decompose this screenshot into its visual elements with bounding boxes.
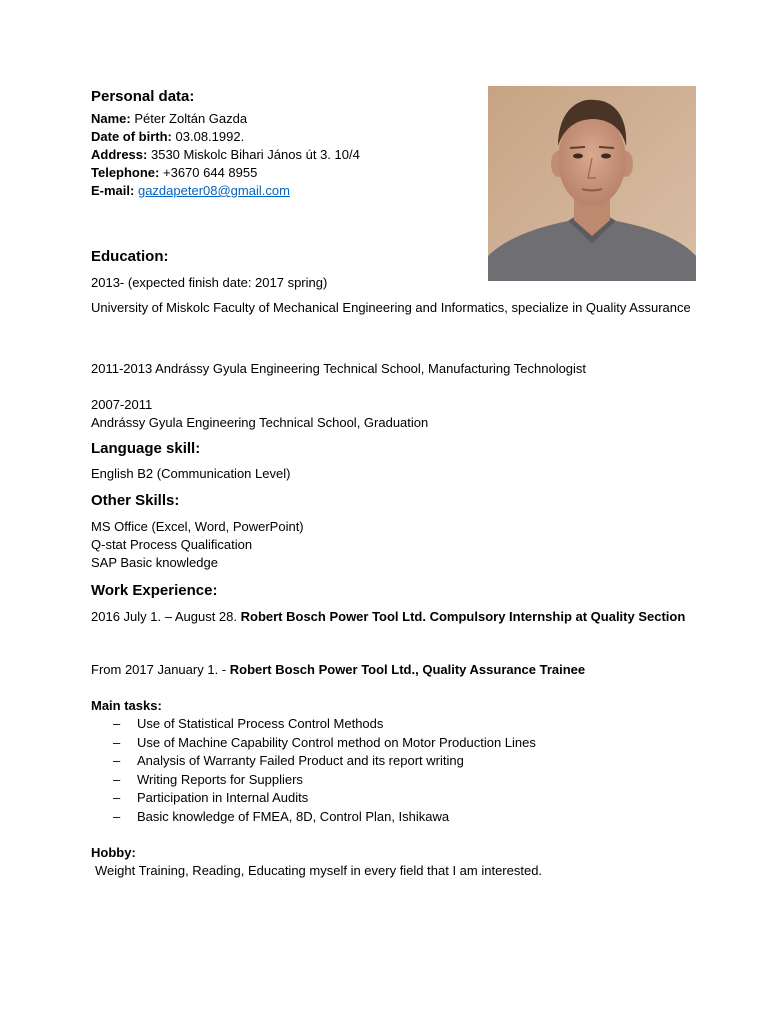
portrait-photo xyxy=(488,86,696,281)
work-entry-1-date: 2016 July 1. – August 28. xyxy=(91,609,241,624)
name-line xyxy=(91,110,481,128)
list-item xyxy=(91,715,536,734)
language-heading: Language skill: xyxy=(91,440,201,457)
other-skill-item: Q-stat Process Qualification xyxy=(91,537,253,552)
personal-data-block xyxy=(91,110,481,200)
dash-bullet-icon: – xyxy=(113,771,121,787)
work-entry-2-date: From 2017 January 1. - xyxy=(91,662,230,677)
list-item xyxy=(91,808,536,827)
work-entry-2-desc: Robert Bosch Power Tool Ltd., Quality Assurance Trainee xyxy=(229,662,586,677)
education-line-2: University of Miskolc Faculty of Mechanical Engineering and Informatics, specialize in Quality Assurance xyxy=(91,300,691,315)
dob-value: 03.08.1992. xyxy=(175,129,245,144)
work-entry-2 xyxy=(91,661,585,679)
dash-bullet-icon: – xyxy=(113,808,121,824)
education-line-4-years: 2007-2011 xyxy=(91,397,153,412)
other-skills-heading: Other Skills: xyxy=(91,492,180,509)
dash-bullet-icon: – xyxy=(113,716,121,731)
dob-line xyxy=(91,128,481,146)
task-text: Use of Machine Capability Control method on Motor Production Lines xyxy=(137,734,536,750)
list-item xyxy=(91,771,536,790)
other-skill-item: MS Office (Excel, Word, PowerPoint) xyxy=(91,519,304,534)
work-entry-1 xyxy=(91,608,691,626)
phone-label: Telephone: xyxy=(91,165,160,180)
personal-data-heading: Personal data: xyxy=(91,88,195,105)
main-tasks-list xyxy=(91,715,536,826)
other-skills-list xyxy=(91,518,304,572)
list-item xyxy=(91,752,536,771)
work-entry-1-desc: Robert Bosch Power Tool Ltd. Compulsory Internship at Quality Section xyxy=(240,609,686,624)
dob-label: Date of birth: xyxy=(91,129,172,144)
education-line-3: 2011-2013 Andrássy Gyula Engineering Technical School, Manufacturing Technologist xyxy=(91,361,587,376)
portrait-photo-drawing xyxy=(488,86,696,281)
work-experience-heading: Work Experience: xyxy=(91,582,218,599)
education-heading: Education: xyxy=(91,248,169,265)
hobby-label: Hobby: xyxy=(91,845,136,860)
other-skill-item: SAP Basic knowledge xyxy=(91,555,218,570)
name-value: Péter Zoltán Gazda xyxy=(134,111,248,126)
dash-bullet-icon: – xyxy=(113,734,121,750)
list-item xyxy=(91,789,536,808)
email-label: E-mail: xyxy=(91,183,135,198)
task-text: Writing Reports for Suppliers xyxy=(137,771,303,787)
main-tasks-label: Main tasks: xyxy=(91,698,162,713)
education-line-4 xyxy=(91,396,428,432)
phone-line xyxy=(91,164,481,182)
language-line: English B2 (Communication Level) xyxy=(91,466,291,481)
task-text: Analysis of Warranty Failed Product and its report writing xyxy=(137,753,464,768)
phone-value: +3670 644 8955 xyxy=(163,165,258,180)
list-item xyxy=(91,734,536,753)
task-text: Participation in Internal Audits xyxy=(137,790,309,805)
email-link[interactable]: gazdapeter08@gmail.com xyxy=(137,183,290,198)
education-line-1: 2013- (expected finish date: 2017 spring) xyxy=(91,275,328,290)
hobby-text: Weight Training, Reading, Educating myself in every field that I am interested. xyxy=(95,863,543,878)
task-text: Basic knowledge of FMEA, 8D, Control Plan, Ishikawa xyxy=(137,808,450,824)
task-text: Use of Statistical Process Control Methods xyxy=(137,716,384,731)
dash-bullet-icon: – xyxy=(113,753,121,768)
education-line-4-school: Andrássy Gyula Engineering Technical School, Graduation xyxy=(91,415,429,430)
address-value: 3530 Miskolc Bihari János út 3. 10/4 xyxy=(150,147,360,162)
dash-bullet-icon: – xyxy=(113,790,121,805)
address-label: Address: xyxy=(91,147,148,162)
email-line xyxy=(91,182,481,200)
address-line xyxy=(91,146,481,164)
name-label: Name: xyxy=(91,111,131,126)
